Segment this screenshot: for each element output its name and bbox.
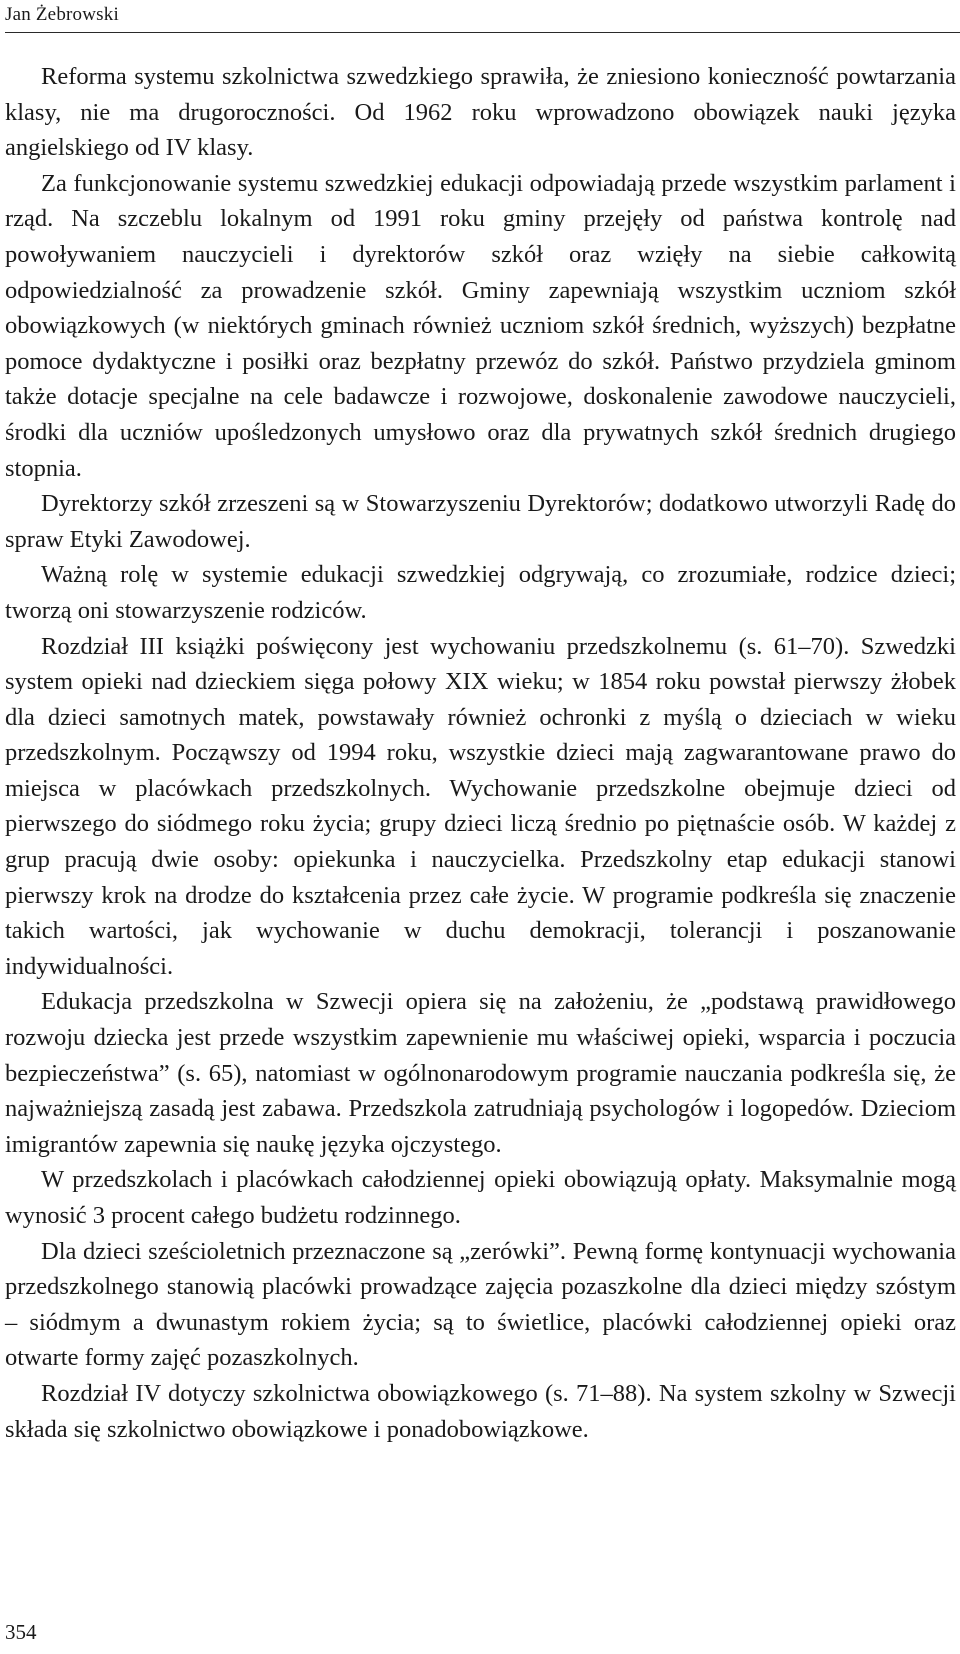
paragraph: Dla dzieci sześcioletnich przeznaczone są „zerówki”. Pewną formę kontynuacji wychowania przedszkolnego stanowią placówki prowadzące zajęcia pozaszkolne dla dzieci między szóstym – siódmym a dwunastym rokiem życia; są to świetlice, placówki całodziennej opieki oraz otwarte formy zajęć pozaszkolnych.	[5, 1237, 956, 1372]
paragraph: Rozdział III książki poświęcony jest wychowaniu przedszkolnemu (s. 61–70). Szwedzki system opieki nad dzieckiem sięga połowy XIX wieku; w 1854 roku powstał pierwszy żłobek dla dzieci samotnych matek, powstawały również ochronki z myślą o dzieciach w wieku przedszkolnym. Począwszy od 1994 roku, wszystkie dzieci mają zagwarantowane prawo do miejsca w placówkach przedszkolnych. Wychowanie przedszkolne obejmuje dzieci od pierwszego do siódmego roku życia; grupy dzieci liczą średnio po piętnaście osób. W każdej z grup pracują dwie osoby: opiekunka i nauczycielka. Przedszkolny etap edukacji stanowi pierwszy krok na drodze do kształcenia przez całe życie. W programie podkreśla się znaczenie takich wartości, jak wychowanie w duchu demokracji, tolerancji i poszanowanie indywidualności.	[5, 632, 956, 980]
running-head: Jan Żebrowski	[5, 4, 119, 25]
page-number: 354	[5, 1620, 37, 1644]
paragraph: Dyrektorzy szkół zrzeszeni są w Stowarzyszeniu Dyrektorów; dodatkowo utworzyli Radę do spraw Etyki Zawodowej.	[5, 490, 956, 553]
paragraph: Rozdział IV dotyczy szkolnictwa obowiązkowego (s. 71–88). Na system szkolny w Szwecji składa się szkolnictwo obowiązkowe i ponadobowiązkowe.	[5, 1379, 956, 1443]
header-rule	[5, 32, 960, 33]
paragraph: Za funkcjonowanie systemu szwedzkiej edukacji odpowiadają przede wszystkim parlament i rząd. Na szczeblu lokalnym od 1991 roku gminy przejęły od państwa kontrolę nad powoływaniem nauczycieli i dyrektorów szkół oraz wzięły na siebie całkowitą odpowiedzialność za prowadzenie szkół. Gminy zapewniają wszystkim uczniom szkół obowiązkowych (w niektórych gminach również uczniom szkół średnich, wyższych) bezpłatne pomoce dydaktyczne i posiłki oraz bezpłatny przewóz do szkół. Państwo przydziela gminom także dotacje specjalne na cele badawcze i rozwojowe, doskonalenie zawodowe nauczycieli, środki dla uczniów upośledzonych umysłowo oraz dla prywatnych szkół średnich drugiego stopnia.	[5, 169, 956, 482]
body-text	[5, 59, 956, 1447]
paragraph: W przedszkolach i placówkach całodziennej opieki obowiązują opłaty. Maksymalnie mogą wynosić 3 procent całego budżetu rodzinnego.	[5, 1166, 956, 1229]
paragraph: Reforma systemu szkolnictwa szwedzkiego sprawiła, że zniesiono konieczność powtarzania klasy, nie ma drugoroczności. Od 1962 roku wprowadzono obowiązek nauki języka angielskiego od IV klasy.	[5, 63, 956, 162]
paragraph: Ważną rolę w systemie edukacji szwedzkiej odgrywają, co zrozumiałe, rodzice dzieci; tworzą oni stowarzyszenie rodziców.	[5, 561, 956, 624]
paragraph: Edukacja przedszkolna w Szwecji opiera się na założeniu, że „podstawą prawidłowego rozwoju dziecka jest przede wszystkim zapewnienie mu właściwej opieki, wsparcia i poczucia bezpieczeństwa” (s. 65), natomiast w ogólnonarodowym programie nauczania podkreśla się, że najważniejszą zasadą jest zabawa. Przedszkola zatrudniają psychologów i logopedów. Dzieciom imigrantów zapewnia się naukę języka ojczystego.	[5, 988, 956, 1158]
